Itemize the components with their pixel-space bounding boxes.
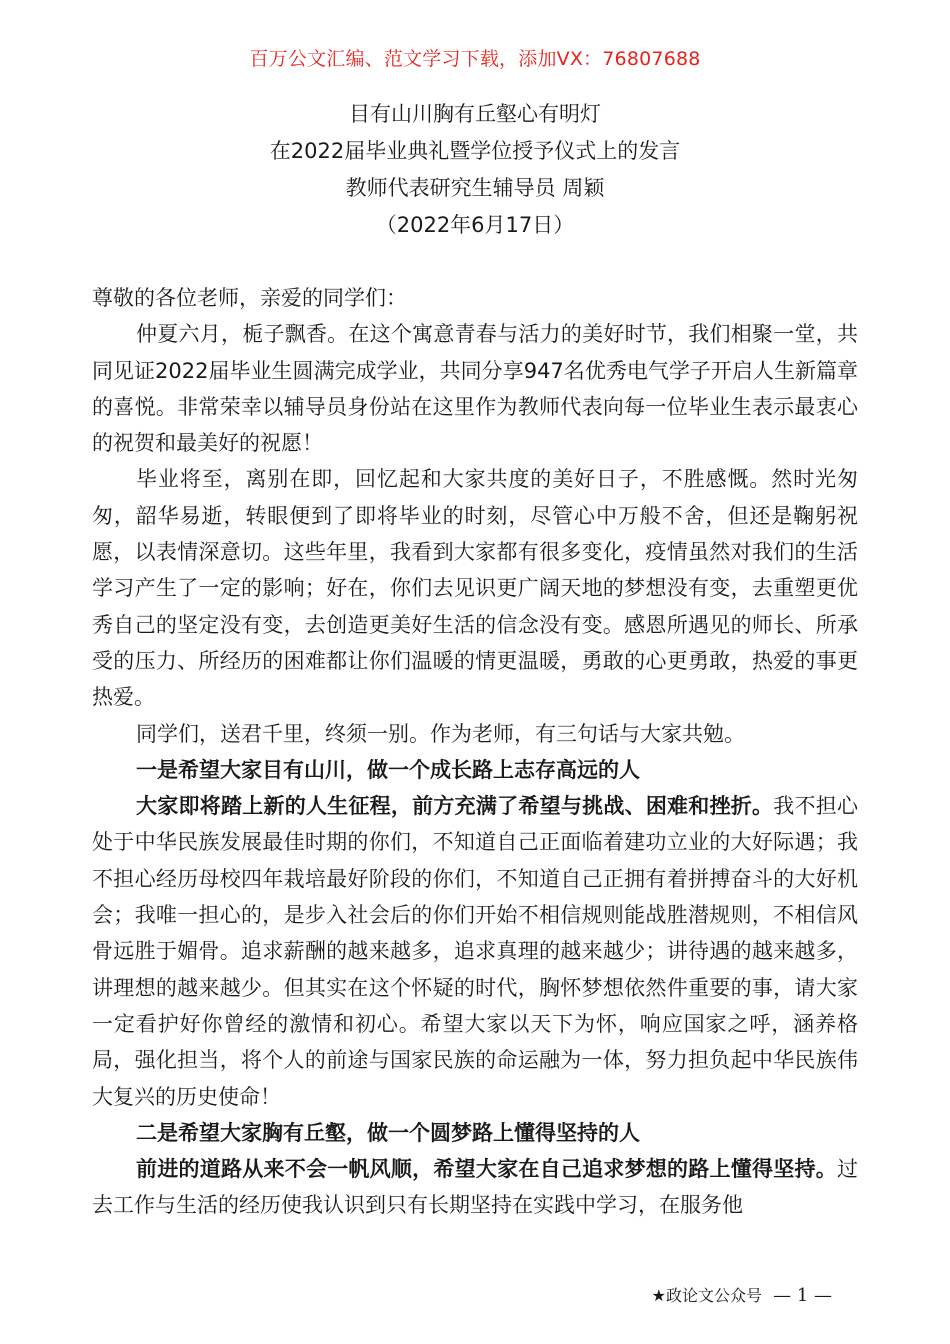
speech-subtitle: 在2022届毕业典礼暨学位授予仪式上的发言 [269,139,681,163]
speech-body [92,280,858,1224]
paragraph-4-lead: 大家即将踏上新的人生征程，前方充满了希望与挑战、困难和挫折。 [136,794,774,819]
paragraph-4-text: 我不担心处于中华民族发展最佳时期的你们，不知道自己正面临着建功立业的大好际遇；我不担心经历母校四年栽培最好阶段的你们，不知道自己正拥有着拼搏奋斗的大好机会；我唯一担心的，是步入社会后的你们开始不相信规则能战胜潜规则，不相信风骨远胜于媚骨。追求薪酬的越来越多，追求真理的越来越少；讲待遇的越来越多，讲理想的越来越少。但其实在这个怀疑的时代，胸怀梦想依然件重要的事，请大家一定看护好你曾经的激情和初心。希望大家以天下为怀，响应国家之呼，涵养格局，强化担当，将个人的前途与国家民族的命运融为一体，努力担负起中华民族伟大复兴的历史使命！ [92,794,859,1109]
header-banner: 百万公文汇编、范文学习下载，添加VX：76807688 [249,48,701,70]
paragraph-5-text: 过去工作与生活的经历使我认识到只有长期坚持在实践中学习，在服务他 [92,1157,858,1218]
salutation: 尊敬的各位老师，亲爱的同学们： [92,286,407,310]
paragraph-1: 仲夏六月，栀子飘香。在这个寓意青春与活力的美好时节，我们相聚一堂，共同见证2022届毕业生圆满完成学业，共同分享947名优秀电气学子开启人生新篇章的喜悦。非常荣幸以辅导员身份站在这里作为教师代表向每一位毕业生表示最衷心的祝贺和最美好的祝愿！ [92,322,858,456]
paragraph-4 [92,788,858,1115]
speech-title-block [0,96,950,244]
section-heading-1: 一是希望大家目有山川，做一个成长路上志存高远的人 [136,757,640,782]
paragraph-2: 毕业将至，离别在即，回忆起和大家共度的美好日子，不胜感慨。然时光匆匆，韶华易逝，转眼便到了即将毕业的时刻，尽管心中万般不舍，但还是鞠躬祝愿，以表情深意切。这些年里，我看到大家都有很多变化，疫情虽然对我们的生活学习产生了一定的影响；好在，你们去见识更广阔天地的梦想没有变，去重塑更优秀自己的坚定没有变，去创造更美好生活的信念没有变。感恩所遇见的师长、所承受的压力、所经历的困难都让你们温暖的情更温暖，勇敢的心更勇敢，热爱的事更热爱。 [92,467,858,710]
page-number: — 1 — [773,1285,832,1306]
paragraph-3: 同学们，送君千里，终须一别。作为老师，有三句话与大家共勉。 [136,721,745,746]
footer-source: ★政论文公众号 [651,1286,762,1305]
section-heading-2: 二是希望大家胸有丘壑，做一个圆梦路上懂得坚持的人 [136,1120,640,1145]
paragraph-5-lead: 前进的道路从来不会一帆风顺，希望大家在自己追求梦想的路上懂得坚持。 [136,1157,837,1182]
speaker-line: 教师代表研究生辅导员 周颖 [345,176,605,200]
paragraph-5 [92,1151,858,1224]
speech-title: 目有山川胸有丘壑心有明灯 [349,102,601,126]
speech-date: （2022年6月17日） [375,213,575,237]
page-footer [652,1283,832,1306]
